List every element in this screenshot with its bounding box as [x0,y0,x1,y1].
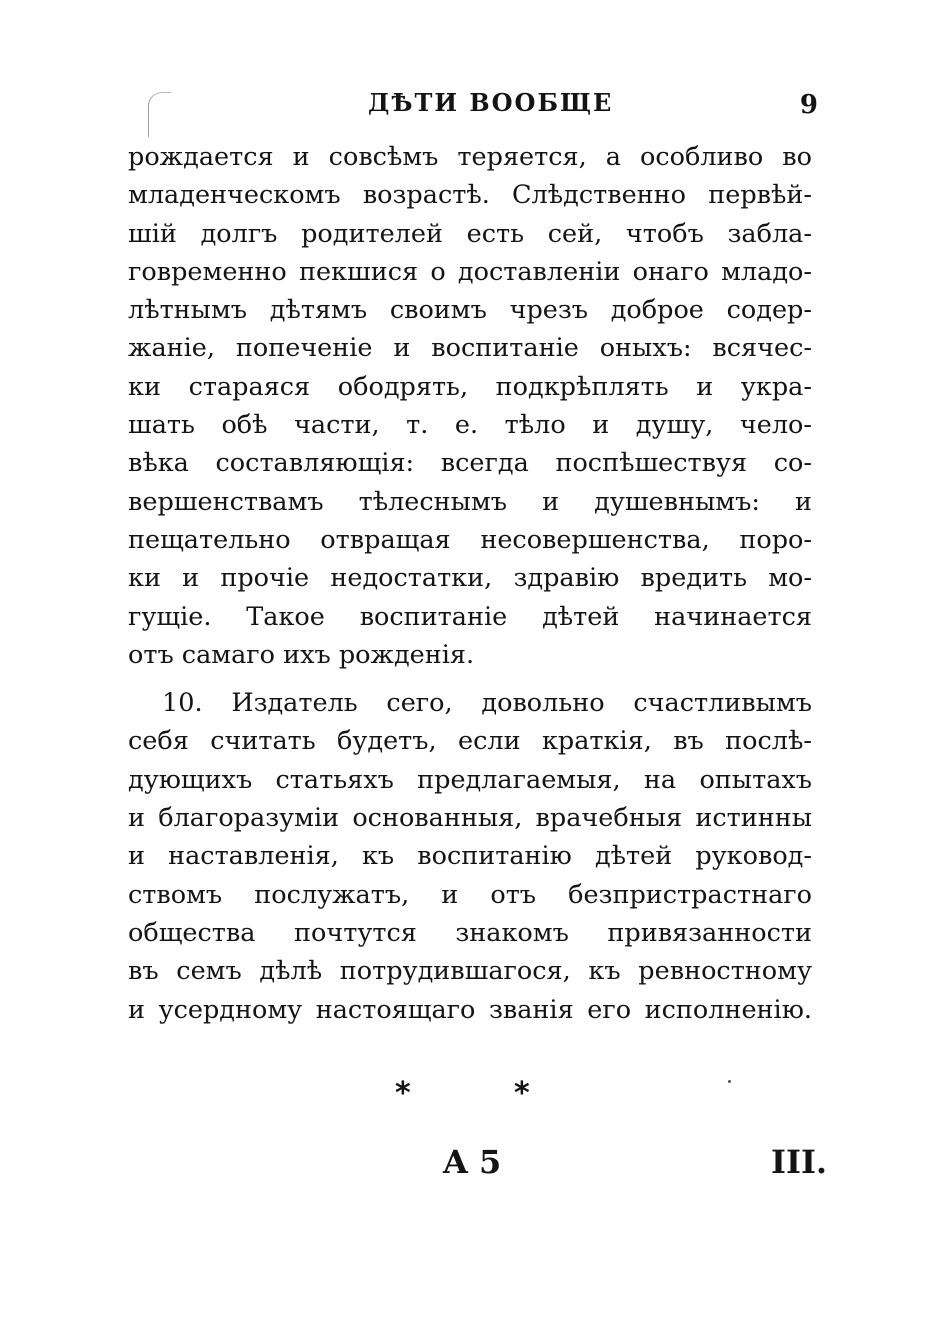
text-line: пещательно отвращая несовершенства, поро- [128,524,812,555]
page-number: 9 [799,90,818,120]
asterism-star: * [395,1076,411,1111]
text-line: шать обѣ части, т. е. тѣло и душу, чело- [128,410,812,441]
paragraph-gap [128,674,812,684]
text-line: жаніе, попеченіе и воспитаніе оныхъ: всячес- [128,333,812,364]
ink-speck [728,1080,731,1083]
asterism-star: * [514,1076,530,1111]
signature-mark: A 5 [443,1143,502,1181]
text-line: вѣка составляющія: всегда поспѣшествуя со- [128,448,812,479]
text-line: рождается и совсѣмъ теряется, а особливо во [128,142,812,172]
text-line: и благоразуміи основанныя, врачебныя истинны [128,803,812,834]
section-ornament [0,1076,936,1116]
running-head [128,84,818,124]
text-line: ствомъ послужатъ, и отъ безпристрастнаго [128,879,812,910]
paragraph-2 [128,684,812,1029]
text-line: въ семъ дѣлѣ потрудившагося, къ ревностному [128,956,812,987]
text-line: лѣтнымъ дѣтямъ своимъ чрезъ доброе содер- [128,295,812,326]
body-text [128,138,812,1029]
text-line: ки стараяся ободрять, подкрѣплять и укра- [128,371,812,402]
paragraph-1 [128,138,812,674]
text-line: вершенствамъ тѣлеснымъ и душевнымъ: и [128,486,812,517]
text-line: отъ самаго ихъ рожденія. [128,639,475,670]
text-line: гущіе. Такое воспитаніе дѣтей начинается [128,601,812,632]
text-line: общества почтутся знакомъ привязанности [128,917,812,948]
text-line: говременно пекшися о доставленіи онаго младо- [128,256,812,287]
running-title: ДѢТИ ВООБЩЕ [368,88,614,117]
text-line: ки и прочіе недостатки, здравію вредить мо- [128,563,812,594]
text-line: 10. Издатель сего, довольно счастливымъ [162,688,812,719]
text-line: себя считать будетъ, если краткія, въ послѣ- [128,726,812,757]
text-line: младенческомъ возрастѣ. Слѣдственно первѣй- [128,180,812,211]
catchword: III. [771,1143,828,1181]
text-line: и наставленія, къ воспитанію дѣтей руковод- [128,841,812,872]
text-line: и усердному настоящаго званія его исполненію. [128,994,812,1025]
text-line: шій долгъ родителей есть сей, чтобъ забла- [128,218,812,249]
text-line: дующихъ статьяхъ предлагаемыя, на опытахъ [128,764,812,795]
